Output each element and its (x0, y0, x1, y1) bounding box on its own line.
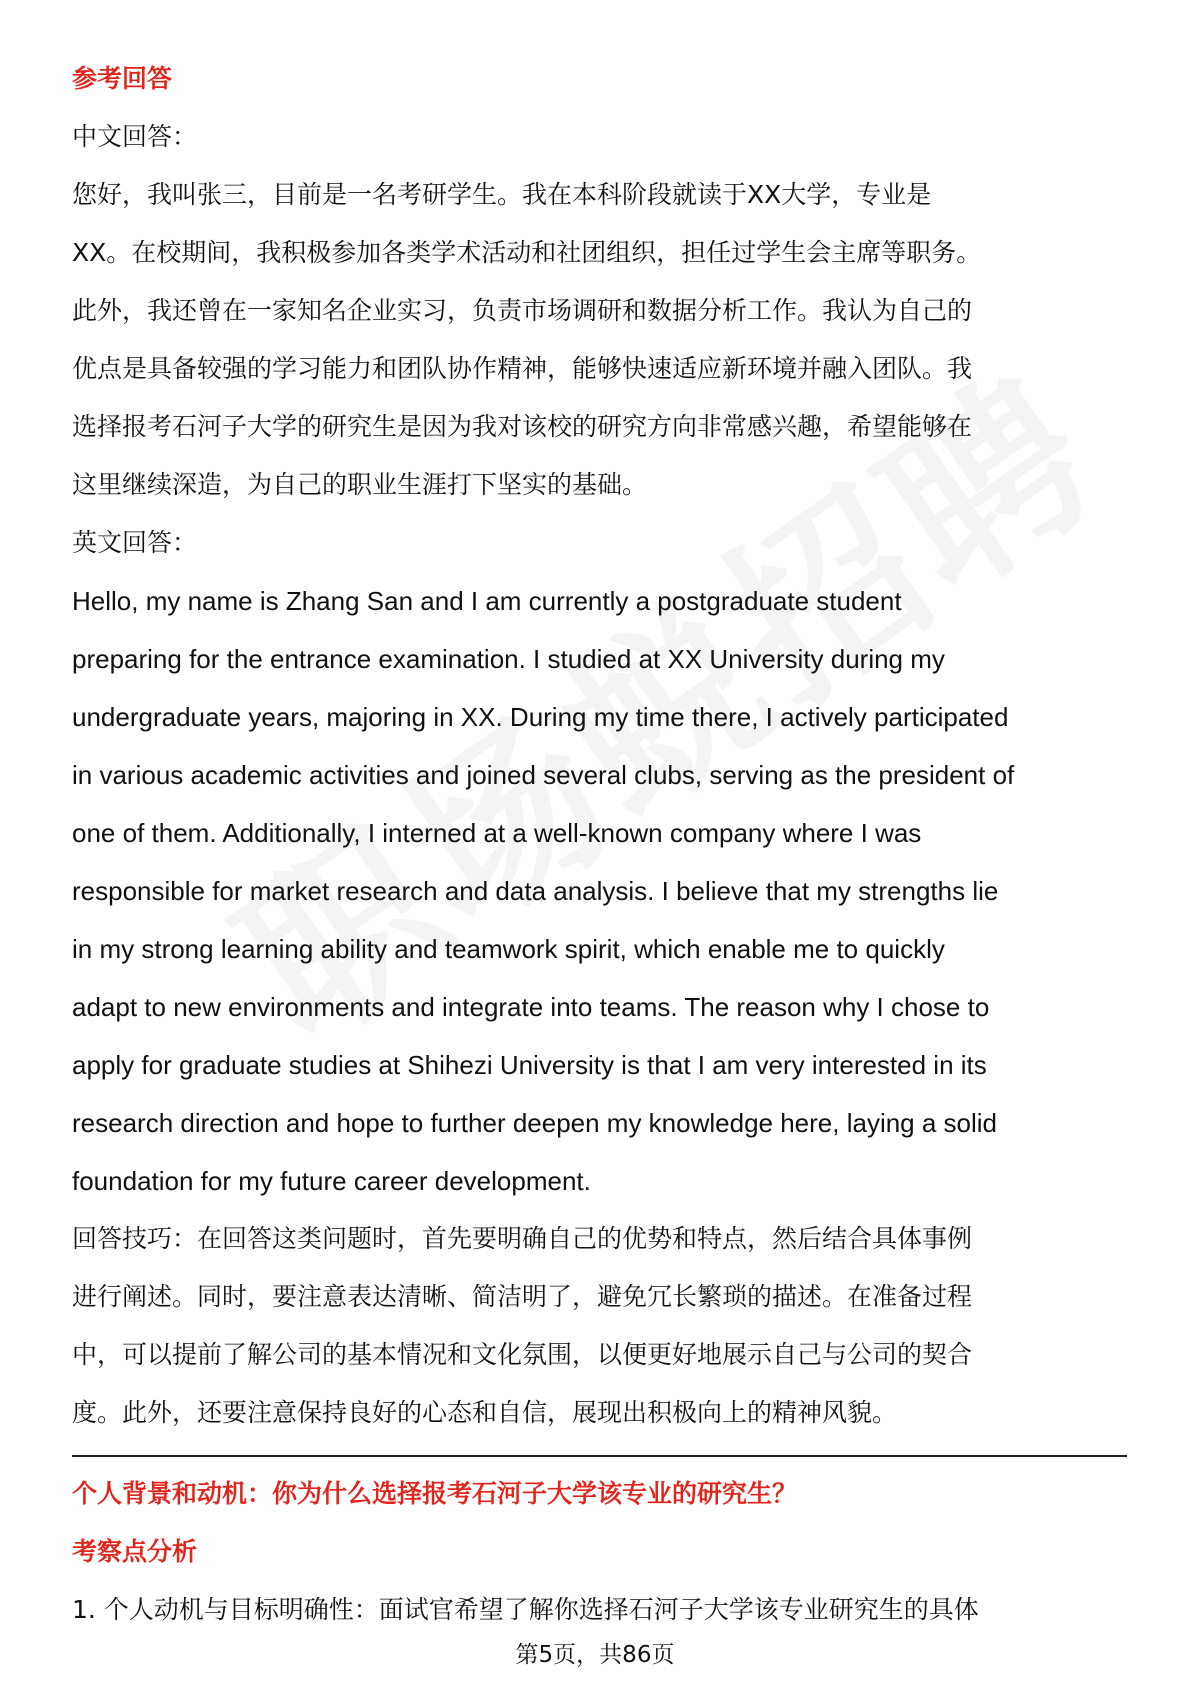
answer-tips-line: 回答技巧：在回答这类问题时，首先要明确自己的优势和特点，然后结合具体事例 (72, 1224, 973, 1253)
section-divider (72, 1455, 1127, 1457)
answer-tips-line: 中，可以提前了解公司的基本情况和文化氛围，以便更好地展示自己与公司的契合 (72, 1340, 973, 1369)
chinese-answer-line: 优点是具备较强的学习能力和团队协作精神，能够快速适应新环境并融入团队。我 (72, 354, 973, 383)
english-answer-label: 英文回答： (72, 528, 198, 557)
english-answer-line: adapt to new environments and integrate into teams. The reason why I chose to (72, 992, 990, 1022)
english-answer-line: one of them. Additionally, I interned at a well-known company where I was (72, 818, 922, 848)
page-number: 第5页，共86页 (515, 1642, 675, 1668)
section-heading: 参考回答 (72, 64, 173, 93)
english-answer-line: research direction and hope to further deepen my knowledge here, laying a solid (72, 1108, 998, 1138)
analysis-point: 1. 个人动机与目标明确性：面试官希望了解你选择石河子大学该专业研究生的具体 (72, 1595, 979, 1624)
chinese-answer-line: 您好，我叫张三，目前是一名考研学生。我在本科阶段就读于XX大学，专业是 (72, 180, 932, 209)
english-answer-line: Hello, my name is Zhang San and I am currently a postgraduate student (72, 586, 902, 616)
question-title: 个人背景和动机：你为什么选择报考石河子大学该专业的研究生？ (72, 1479, 798, 1508)
english-answer-line: preparing for the entrance examination. I studied at XX University during my (72, 644, 945, 674)
english-answer-line: undergraduate years, majoring in XX. During my time there, I actively participated (72, 702, 1009, 732)
chinese-answer-label: 中文回答： (72, 122, 198, 151)
english-answer-line: apply for graduate studies at Shihezi University is that I am very interested in its (72, 1050, 987, 1080)
chinese-answer-line: 此外，我还曾在一家知名企业实习，负责市场调研和数据分析工作。我认为自己的 (72, 296, 973, 325)
english-answer-line: in my strong learning ability and teamwork spirit, which enable me to quickly (72, 934, 945, 964)
chinese-answer-line: XX。在校期间，我积极参加各类学术活动和社团组织，担任过学生会主席等职务。 (72, 238, 982, 267)
english-answer-line: responsible for market research and data analysis. I believe that my strengths lie (72, 876, 999, 906)
analysis-heading: 考察点分析 (72, 1537, 198, 1566)
answer-tips-line: 进行阐述。同时，要注意表达清晰、简洁明了，避免冗长繁琐的描述。在准备过程 (72, 1282, 973, 1311)
english-answer-line: in various academic activities and joined several clubs, serving as the president of (72, 760, 1015, 790)
answer-tips-line: 度。此外，还要注意保持良好的心态和自信，展现出积极向上的精神风貌。 (72, 1398, 898, 1427)
next-question-section (72, 1465, 1122, 1639)
english-answer-line: foundation for my future career development. (72, 1166, 591, 1196)
chinese-answer-line: 这里继续深造，为自己的职业生涯打下坚实的基础。 (72, 470, 648, 499)
main-content (72, 50, 1122, 1442)
chinese-answer-line: 选择报考石河子大学的研究生是因为我对该校的研究方向非常感兴趣，希望能够在 (72, 412, 973, 441)
